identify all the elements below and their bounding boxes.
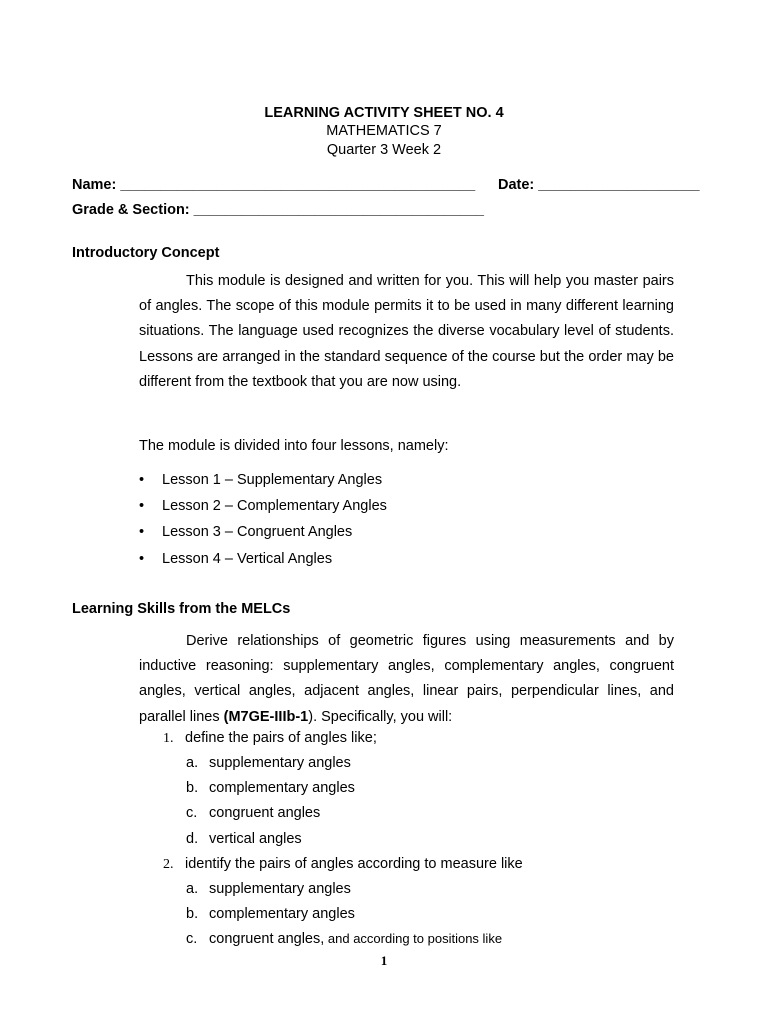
date-blank: ____________________ [538, 177, 700, 193]
item-text: define the pairs of angles like; [185, 730, 377, 746]
sub-item-letter: b. [186, 780, 199, 796]
grade-label: Grade & Section: [72, 202, 190, 218]
sub-item-letter: b. [186, 906, 199, 922]
melcs-heading: Learning Skills from the MELCs [72, 601, 291, 617]
sheet-title: LEARNING ACTIVITY SHEET NO. 4 [264, 105, 504, 121]
intro-paragraph-text: This module is designed and written for you. This will help you master pairs of angles. The scope of this module permits it to be used in many different learning situations. The language used recognizes the diverse vocabulary level of students. Lessons are arranged in the standard sequence of the course but the order may be different from the textbook that you are now using. [139, 273, 674, 390]
melcs-paragraph-end: ). Specifically, you will: [308, 708, 453, 725]
sub-item-text: vertical angles [209, 831, 302, 847]
sub-item-text-main: congruent angles, [209, 931, 325, 947]
sub-item-text: complementary angles [209, 906, 355, 922]
lesson-label: Lesson 4 – Vertical Angles [162, 551, 333, 567]
sub-item-letter: a. [186, 881, 199, 897]
bullet-icon: • [139, 472, 145, 488]
melcs-paragraph-text: Derive relationships of geometric figures using measurements and by inductive reasoning: supplementary angles, complementary angles, congruent angles, vertical angles, adjacent angles, linear pairs, perpendicular lines, and parallel lines [139, 633, 674, 725]
bullet-icon: • [139, 498, 145, 514]
sub-item-letter: a. [186, 755, 199, 771]
name-blank: ____________________________________________ [120, 177, 476, 193]
item-number: 2. [163, 857, 174, 872]
intro-paragraph [139, 269, 674, 395]
sub-item-text-tail: and according to positions like [324, 931, 503, 946]
sub-item-text [209, 931, 502, 947]
lessons-intro: The module is divided into four lessons, namely: [139, 438, 449, 454]
date-label: Date: [498, 177, 535, 193]
page-number: 1 [380, 953, 388, 968]
melcs-paragraph [139, 629, 674, 730]
sub-item-text: congruent angles [209, 805, 321, 821]
intro-heading: Introductory Concept [72, 245, 220, 261]
bullet-icon: • [139, 524, 145, 540]
lesson-label: Lesson 3 – Congruent Angles [162, 524, 353, 540]
name-field [72, 177, 475, 193]
period-label: Quarter 3 Week 2 [326, 142, 442, 158]
sub-item-letter: c. [186, 805, 198, 821]
lesson-label: Lesson 1 – Supplementary Angles [162, 472, 383, 488]
subject-title: MATHEMATICS 7 [326, 123, 442, 139]
bullet-icon: • [139, 551, 145, 567]
sub-item-letter: c. [186, 931, 198, 947]
sub-item-text: supplementary angles [209, 755, 351, 771]
date-field [498, 177, 700, 193]
sub-item-text: complementary angles [209, 780, 355, 796]
melc-code: (M7GE-IIIb-1 [223, 708, 309, 725]
sub-item-text: supplementary angles [209, 881, 351, 897]
lesson-label: Lesson 2 – Complementary Angles [162, 498, 387, 514]
grade-blank: ____________________________________ [193, 202, 484, 218]
item-number: 1. [163, 731, 174, 746]
item-text: identify the pairs of angles according to measure like [185, 856, 523, 872]
sub-item-letter: d. [186, 831, 199, 847]
name-label: Name: [72, 177, 117, 193]
grade-section-field [72, 202, 484, 218]
